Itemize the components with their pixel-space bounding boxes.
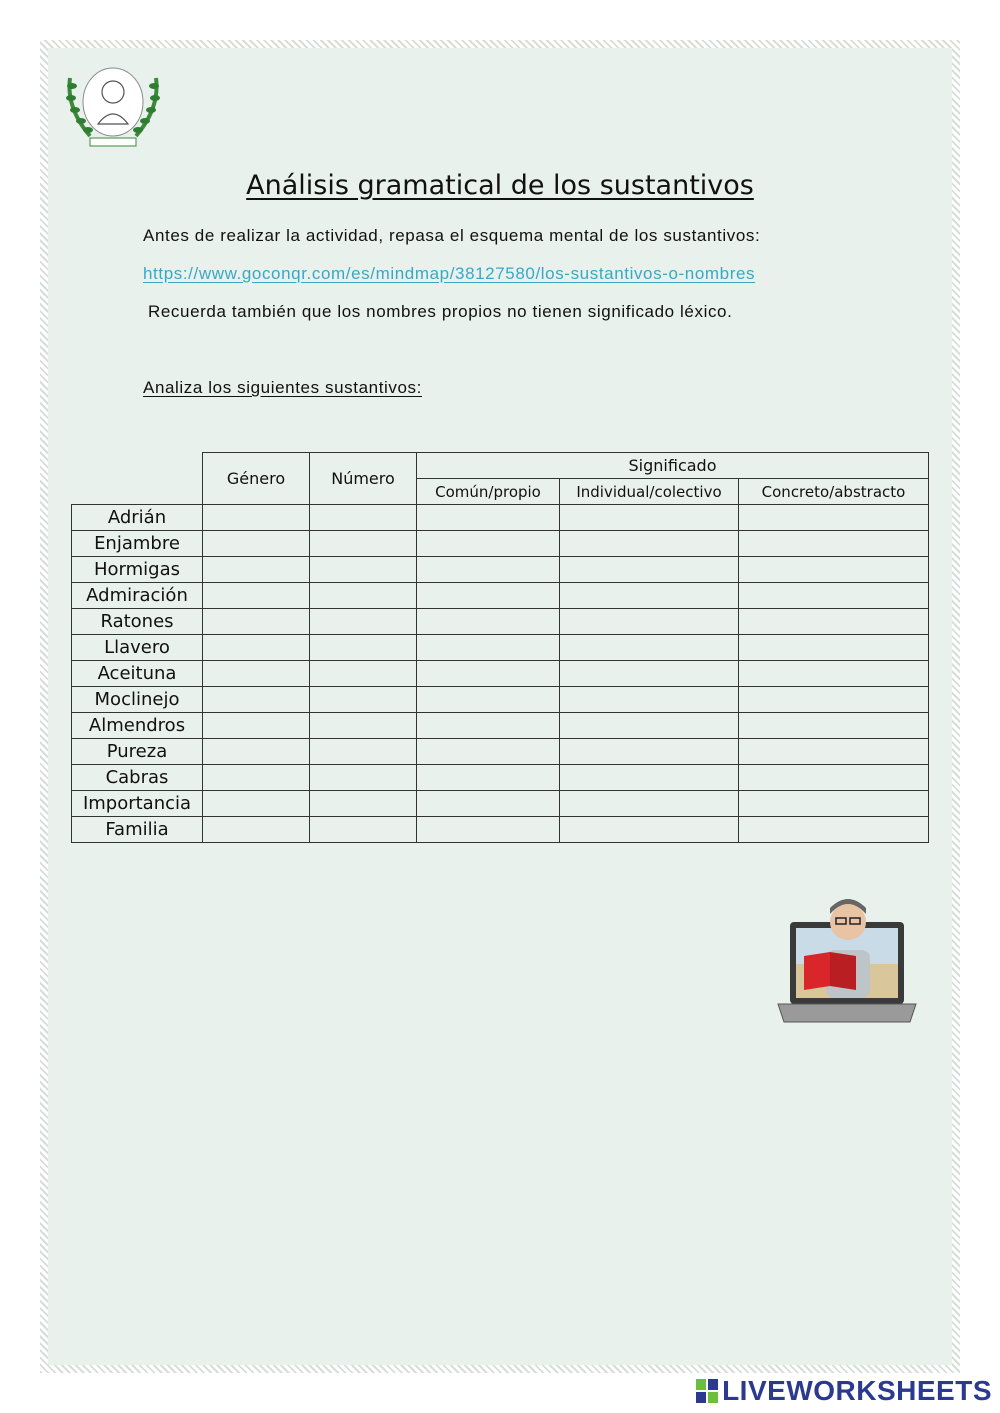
word-cell: Aceituna	[72, 661, 203, 687]
comun-propio-cell[interactable]	[417, 817, 560, 843]
comun-propio-cell[interactable]	[417, 765, 560, 791]
individual-colectivo-cell[interactable]	[560, 817, 739, 843]
individual-colectivo-cell[interactable]	[560, 505, 739, 531]
header-significado: Significado	[417, 453, 929, 479]
genero-cell[interactable]	[203, 661, 310, 687]
concreto-abstracto-cell[interactable]	[739, 505, 929, 531]
liveworksheets-brand	[696, 1375, 992, 1407]
numero-cell[interactable]	[310, 609, 417, 635]
brand-label: LIVEWORKSHEETS	[722, 1375, 992, 1406]
word-cell: Almendros	[72, 713, 203, 739]
mindmap-link[interactable]: https://www.goconqr.com/es/mindmap/38127580/los-sustantivos-o-nombres	[143, 264, 756, 283]
individual-colectivo-cell[interactable]	[560, 557, 739, 583]
comun-propio-cell[interactable]	[417, 609, 560, 635]
header-concreto-abstracto: Concreto/abstracto	[739, 479, 929, 505]
teacher-laptop-icon	[774, 894, 920, 1030]
individual-colectivo-cell[interactable]	[560, 583, 739, 609]
numero-cell[interactable]	[310, 583, 417, 609]
individual-colectivo-cell[interactable]	[560, 531, 739, 557]
individual-colectivo-cell[interactable]	[560, 739, 739, 765]
numero-cell[interactable]	[310, 635, 417, 661]
word-cell: Hormigas	[72, 557, 203, 583]
genero-cell[interactable]	[203, 739, 310, 765]
table-row	[72, 635, 929, 661]
header-genero: Género	[203, 453, 310, 505]
word-cell: Llavero	[72, 635, 203, 661]
word-cell: Adrián	[72, 505, 203, 531]
numero-cell[interactable]	[310, 765, 417, 791]
genero-cell[interactable]	[203, 687, 310, 713]
comun-propio-cell[interactable]	[417, 713, 560, 739]
concreto-abstracto-cell[interactable]	[739, 557, 929, 583]
comun-propio-cell[interactable]	[417, 505, 560, 531]
numero-cell[interactable]	[310, 687, 417, 713]
genero-cell[interactable]	[203, 791, 310, 817]
table-row	[72, 817, 929, 843]
word-cell: Cabras	[72, 765, 203, 791]
genero-cell[interactable]	[203, 635, 310, 661]
table-row	[72, 791, 929, 817]
numero-cell[interactable]	[310, 531, 417, 557]
table-corner	[72, 453, 203, 505]
numero-cell[interactable]	[310, 791, 417, 817]
instruction-text: Analiza los siguientes sustantivos:	[143, 378, 422, 397]
comun-propio-cell[interactable]	[417, 557, 560, 583]
page-title: Análisis gramatical de los sustantivos	[246, 170, 754, 201]
table-row	[72, 505, 929, 531]
genero-cell[interactable]	[203, 505, 310, 531]
intro-text: Antes de realizar la actividad, repasa el esquema mental de los sustantivos:	[143, 226, 761, 245]
individual-colectivo-cell[interactable]	[560, 791, 739, 817]
concreto-abstracto-cell[interactable]	[739, 765, 929, 791]
genero-cell[interactable]	[203, 557, 310, 583]
concreto-abstracto-cell[interactable]	[739, 531, 929, 557]
word-cell: Familia	[72, 817, 203, 843]
concreto-abstracto-cell[interactable]	[739, 583, 929, 609]
individual-colectivo-cell[interactable]	[560, 609, 739, 635]
comun-propio-cell[interactable]	[417, 583, 560, 609]
header-numero: Número	[310, 453, 417, 505]
comun-propio-cell[interactable]	[417, 531, 560, 557]
concreto-abstracto-cell[interactable]	[739, 635, 929, 661]
header-comun-propio: Común/propio	[417, 479, 560, 505]
genero-cell[interactable]	[203, 583, 310, 609]
concreto-abstracto-cell[interactable]	[739, 739, 929, 765]
concreto-abstracto-cell[interactable]	[739, 661, 929, 687]
table-row	[72, 557, 929, 583]
word-cell: Enjambre	[72, 531, 203, 557]
genero-cell[interactable]	[203, 817, 310, 843]
analysis-table	[71, 452, 929, 843]
table-row	[72, 583, 929, 609]
concreto-abstracto-cell[interactable]	[739, 713, 929, 739]
comun-propio-cell[interactable]	[417, 687, 560, 713]
individual-colectivo-cell[interactable]	[560, 635, 739, 661]
word-cell: Pureza	[72, 739, 203, 765]
numero-cell[interactable]	[310, 739, 417, 765]
table-row	[72, 713, 929, 739]
table-row	[72, 661, 929, 687]
concreto-abstracto-cell[interactable]	[739, 609, 929, 635]
comun-propio-cell[interactable]	[417, 791, 560, 817]
numero-cell[interactable]	[310, 661, 417, 687]
school-logo-icon	[60, 58, 166, 150]
word-cell: Importancia	[72, 791, 203, 817]
individual-colectivo-cell[interactable]	[560, 713, 739, 739]
genero-cell[interactable]	[203, 531, 310, 557]
genero-cell[interactable]	[203, 765, 310, 791]
word-cell: Ratones	[72, 609, 203, 635]
word-cell: Moclinejo	[72, 687, 203, 713]
table-row	[72, 765, 929, 791]
comun-propio-cell[interactable]	[417, 739, 560, 765]
numero-cell[interactable]	[310, 557, 417, 583]
numero-cell[interactable]	[310, 713, 417, 739]
numero-cell[interactable]	[310, 505, 417, 531]
individual-colectivo-cell[interactable]	[560, 687, 739, 713]
genero-cell[interactable]	[203, 713, 310, 739]
individual-colectivo-cell[interactable]	[560, 765, 739, 791]
genero-cell[interactable]	[203, 609, 310, 635]
table-row	[72, 687, 929, 713]
table-row	[72, 531, 929, 557]
numero-cell[interactable]	[310, 817, 417, 843]
concreto-abstracto-cell[interactable]	[739, 791, 929, 817]
header-individual-colectivo: Individual/colectivo	[560, 479, 739, 505]
reminder-text: Recuerda también que los nombres propios no tienen significado léxico.	[148, 302, 733, 321]
liveworksheets-logo-icon	[696, 1379, 718, 1403]
concreto-abstracto-cell[interactable]	[739, 817, 929, 843]
comun-propio-cell[interactable]	[417, 635, 560, 661]
word-cell: Admiración	[72, 583, 203, 609]
comun-propio-cell[interactable]	[417, 661, 560, 687]
table-row	[72, 739, 929, 765]
concreto-abstracto-cell[interactable]	[739, 687, 929, 713]
table-row	[72, 609, 929, 635]
individual-colectivo-cell[interactable]	[560, 661, 739, 687]
